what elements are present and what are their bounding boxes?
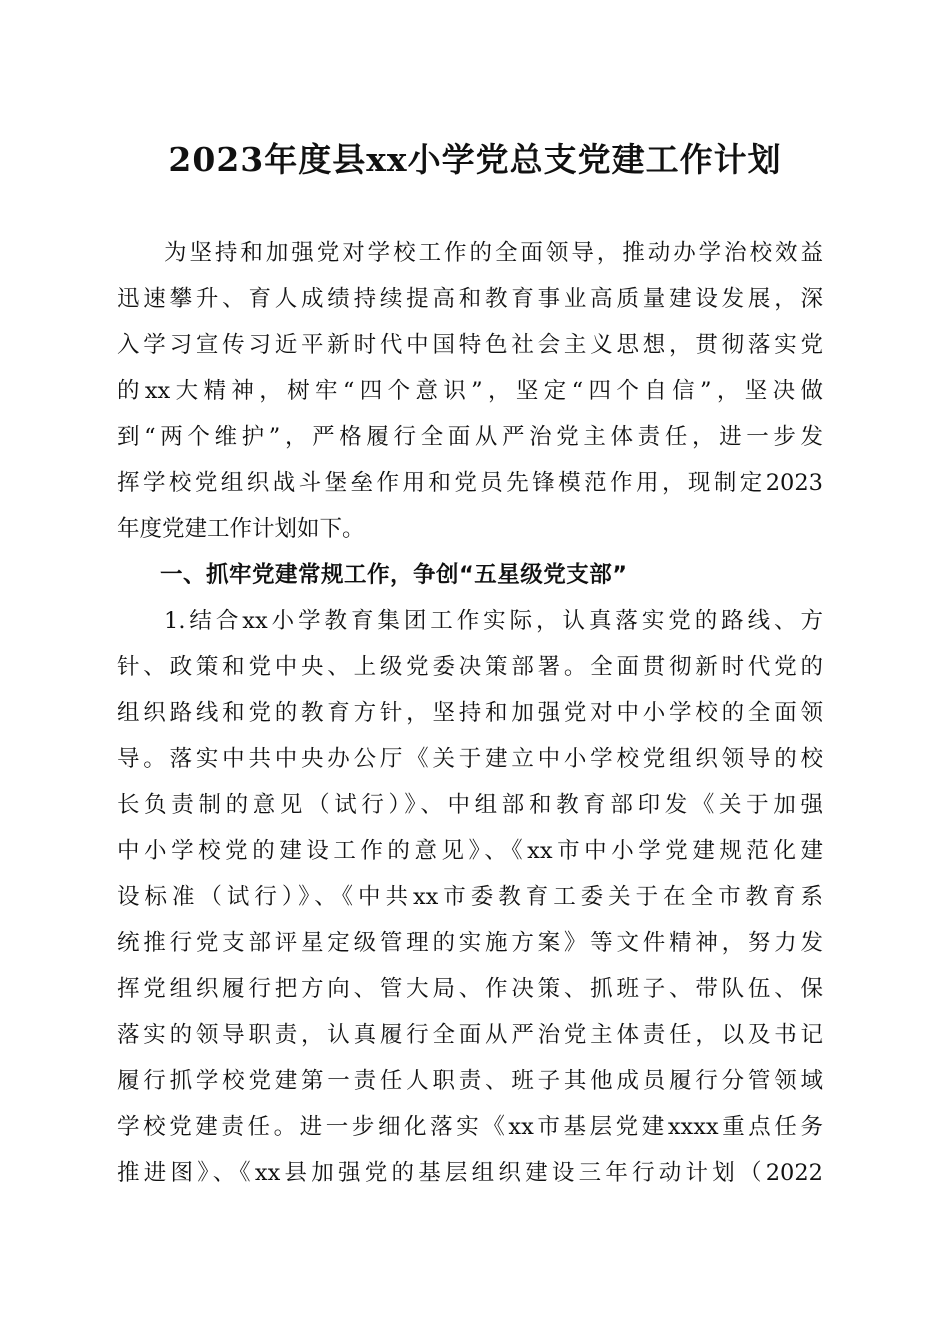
section-body-line: 履行抓学校党建第一责任人职责、班子其他成员履行分管领域 xyxy=(117,1068,823,1094)
section-body-line: 组织路线和党的教育方针，坚持和加强党对中小学校的全面领 xyxy=(117,700,823,726)
section-body-line: 统推行党支部评星定级管理的实施方案》等文件精神，努力发 xyxy=(117,930,823,956)
section-body-line: 针、政策和党中央、上级党委决策部署。全面贯彻新时代党的 xyxy=(117,654,823,680)
intro-line: 入学习宣传习近平新时代中国特色社会主义思想，贯彻落实党 xyxy=(117,332,823,358)
intro-line: 的xx大精神，树牢“四个意识”，坚定“四个自信”，坚决做 xyxy=(117,378,823,404)
intro-line: 迅速攀升、育人成绩持续提高和教育事业高质量建设发展，深 xyxy=(117,286,823,312)
section-body-line: 学校党建责任。进一步细化落实《xx市基层党建xxxx重点任务 xyxy=(117,1114,823,1140)
section-body-line: 中小学校党的建设工作的意见》、《xx市中小学党建规范化建 xyxy=(117,838,823,864)
section-body-line: 落实的领导职责，认真履行全面从严治党主体责任，以及书记 xyxy=(117,1022,823,1048)
document-title: 2023年度县xx小学党总支党建工作计划 xyxy=(168,140,782,179)
intro-line: 挥学校党组织战斗堡垒作用和党员先锋模范作用，现制定2023 xyxy=(117,470,823,496)
section-body-line: 设标准（试行）》、《中共xx市委教育工委关于在全市教育系 xyxy=(117,884,823,910)
section-body-line: 挥党组织履行把方向、管大局、作决策、抓班子、带队伍、保 xyxy=(117,976,823,1002)
intro-line: 年度党建工作计划如下。 xyxy=(117,516,365,542)
intro-line: 为坚持和加强党对学校工作的全面领导，推动办学治校效益 xyxy=(164,240,823,266)
section-body-line: 长负责制的意见（试行）》、中组部和教育部印发《关于加强 xyxy=(117,792,823,818)
section-body-line: 1.结合xx小学教育集团工作实际，认真落实党的路线、方 xyxy=(164,608,823,634)
section-body-line: 导。落实中共中央办公厅《关于建立中小学校党组织领导的校 xyxy=(117,746,823,772)
intro-line: 到“两个维护”，严格履行全面从严治党主体责任，进一步发 xyxy=(117,424,823,450)
section-body-line: 推进图》、《xx县加强党的基层组织建设三年行动计划（2022 xyxy=(117,1160,823,1186)
section-heading: 一、抓牢党建常规工作，争创“五星级党支部” xyxy=(160,562,628,588)
